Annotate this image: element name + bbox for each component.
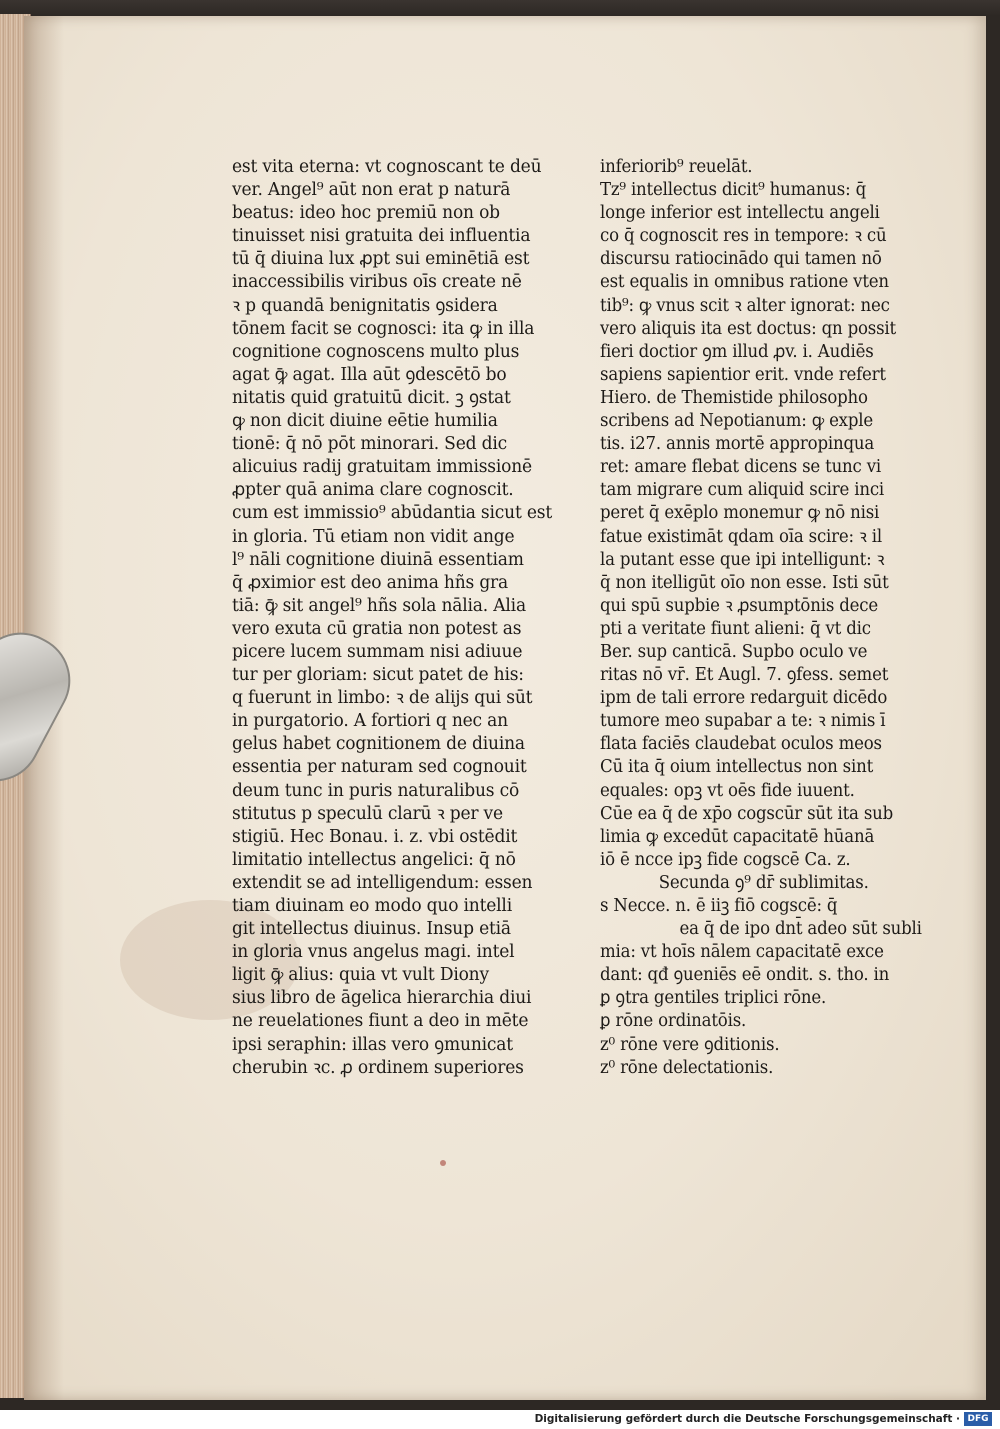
left-text-column: [232, 156, 560, 1080]
text-line: tū q̄ diuina lux ꝓpt sui eminētiā est: [232, 249, 530, 270]
text-line: mia: vt hoīs nālem capacitatē exce: [600, 942, 884, 963]
text-line: tionē: q̄ nō pōt minorari. Sed dic: [232, 434, 507, 455]
text-line: ꝛ p quandā benignitatis ꝯsidera: [232, 295, 498, 316]
text-line: z⁰ rōne delectationis.: [600, 1057, 774, 1078]
text-line: q̄ non itelligūt oīo non esse. Isti sūt: [600, 572, 889, 593]
text-line: tiā: ꝙ̄ sit angel⁹ hñs sola nālia. Alia: [232, 595, 526, 616]
text-line: peret q̄ exēplo monemur ꝙ nō nisi: [600, 503, 880, 524]
text-line: ꝓpter quā anima clare cognoscit.: [232, 480, 514, 501]
text-line: ꝑ rōne ordinatōis.: [600, 1011, 747, 1032]
text-line: git intellectus diuinus. Insup etiā: [232, 919, 511, 940]
text-line: Ber. sup canticā. Supbo oculo ve: [600, 641, 868, 662]
text-line: longe inferior est intellectu angeli: [600, 203, 880, 224]
text-line: fatue existimāt qdam oīa scire: ꝛ il: [600, 526, 882, 547]
text-line: deum tunc in puris naturalibus cō: [232, 780, 520, 801]
text-line: Cū ita q̄ oium intellectus non sint: [600, 757, 874, 778]
text-line: inferiorib⁹ reuelāt.: [600, 157, 753, 177]
text-line: tis. i27. annis mortē appropinqua: [600, 434, 875, 455]
text-line: iō ē ncce ipꝫ fide cogscē Ca. z.: [600, 849, 851, 870]
text-line: ipm de tali errore redarguit dicēdo: [600, 688, 888, 709]
text-line: ne reuelationes fiunt a deo in mēte: [232, 1011, 529, 1032]
text-line: dant: qđ ꝯueniēs eē ondit. s. tho. in: [600, 965, 890, 986]
text-line: q̄ ꝓximior est deo anima hñs gra: [232, 572, 509, 593]
text-line: stigiū. Hec Bonau. i. z. vbi ostēdit: [232, 826, 518, 847]
text-line: tinuisset nisi gratuita dei influentia: [232, 226, 531, 247]
text-line: in gloria vnus angelus magi. intel: [232, 942, 515, 963]
text-line: Hiero. de Themistide philosopho: [600, 387, 868, 408]
text-line: vero exuta cū gratia non potest as: [232, 618, 522, 639]
text-line: discursu ratiocinādo qui tamen nō: [600, 249, 882, 270]
text-line: ꝙ non dicit diuine eētie humilia: [232, 411, 498, 432]
text-line: tiam diuinam eo modo quo intelli: [232, 896, 512, 916]
text-line: pti a veritate fiunt alieni: q̄ vt dic: [600, 618, 871, 639]
text-line: beatus: ideo hoc premiū non ob: [232, 203, 500, 224]
text-line: la putant esse que ipi intelligunt: ꝛ: [600, 549, 885, 570]
text-line: essentia per naturam sed cognouit: [232, 757, 527, 778]
dfg-logo: DFG: [964, 1412, 992, 1426]
text-line: in gloria. Tū etiam non vidit ange: [232, 526, 515, 547]
text-line: alicuius radij gratuitam immissionē: [232, 457, 532, 478]
text-line: equales: opꝫ vt oēs fide iuuent.: [600, 780, 855, 801]
text-line: tib⁹: ꝙ vnus scit ꝛ alter ignorat: nec: [600, 295, 890, 316]
text-line: scribens ad Nepotianum: ꝙ exple: [600, 411, 874, 432]
text-line: sius libro de āgelica hierarchia diui: [232, 988, 532, 1009]
text-line: stitutus p speculū clarū ꝛ per ve: [232, 803, 503, 824]
text-line: in purgatorio. A fortiori q nec an: [232, 711, 508, 732]
text-line: ipsi seraphin: illas vero ꝯmunicat: [232, 1034, 513, 1055]
text-line: fieri doctior ꝯm illud ꝓv. i. Audiēs: [600, 341, 874, 362]
text-line: inaccessibilis viribus oīs create nē: [232, 272, 522, 293]
text-line: ver. Angel⁹ aūt non erat p naturā: [232, 180, 511, 201]
text-line: flata faciēs claudebat oculos meos: [600, 734, 882, 755]
text-line: Cūe ea q̄ de xp̄o cogscūr sūt ita sub: [600, 803, 894, 824]
text-line: sapiens sapientior erit. vnde refert: [600, 364, 886, 385]
text-line: co q̄ cognoscit res in tempore: ꝛ cū: [600, 226, 887, 247]
text-line: ligit ꝙ̄ alius: quia vt vult Diony: [232, 965, 489, 986]
text-line: ea q̄ de ipo dnt̄ adeo sūt subli: [679, 919, 922, 940]
text-line: l⁹ nāli cognitione diuinā essentiam: [232, 549, 524, 570]
text-line: limitatio intellectus angelici: q̄ nō: [232, 849, 516, 870]
text-line: vero aliquis ita est doctus: qn possit: [600, 318, 896, 339]
text-line: cum est immissio⁹ abūdantia sicut est: [232, 503, 553, 524]
text-line: qui spū supbie ꝛ ꝓsumptōnis dece: [600, 595, 878, 616]
text-line: est equalis in omnibus ratione vten: [600, 272, 889, 293]
text-line: ritas nō vr̄. Et Augl. 7. ꝯfess. semet: [600, 665, 889, 686]
text-line: cherubin ꝛc. ꝓ ordinem superiores: [232, 1057, 524, 1078]
text-line: ret: amare flebat dicens se tunc vi: [600, 457, 881, 478]
text-line: nitatis quid gratuitū dicit. ꝫ ꝯstat: [232, 387, 511, 408]
text-line: limia ꝙ excedūt capacitatē hūanā: [600, 826, 875, 847]
text-line: tam migrare cum aliquid scire inci: [600, 480, 885, 501]
right-text-column: [600, 156, 940, 1080]
text-line: extendit se ad intelligendum: essen: [232, 872, 533, 893]
text-line: picere lucem summam nisi adiuue: [232, 641, 523, 662]
text-line: z⁰ rōne vere ꝯditionis.: [600, 1034, 780, 1055]
text-line: Secunda ꝯ⁹ dr̄ sublimitas.: [658, 872, 869, 893]
text-line: agat ꝙ̄ agat. Illa aūt ꝯdescētō bo: [232, 364, 507, 385]
text-line: est vita eterna: vt cognoscant te deū: [232, 157, 542, 177]
text-line: s Necce. n. ē iiꝫ fiō cogscē: q̄: [600, 896, 838, 916]
text-line: q fuerunt in limbo: ꝛ de alijs qui sūt: [232, 688, 533, 709]
text-line: ꝑ ꝯtra gentiles triplici rōne.: [600, 988, 827, 1009]
text-line: cognitione cognoscens multo plus: [232, 341, 520, 362]
text-line: tur per gloriam: sicut patet de his:: [232, 665, 524, 686]
text-line: tōnem facit se cognosci: ita ꝙ in illa: [232, 318, 535, 339]
ink-spot: [440, 1160, 446, 1166]
text-line: tumore meo supabar a te: ꝛ nimis ī: [600, 711, 886, 732]
text-line: Tz⁹ intellectus dicit⁹ humanus: q̄: [600, 180, 867, 201]
text-line: gelus habet cognitionem de diuina: [232, 734, 525, 755]
funding-credit: Digitalisierung gefördert durch die Deutsche Forschungsgemeinschaft ·: [534, 1413, 960, 1425]
